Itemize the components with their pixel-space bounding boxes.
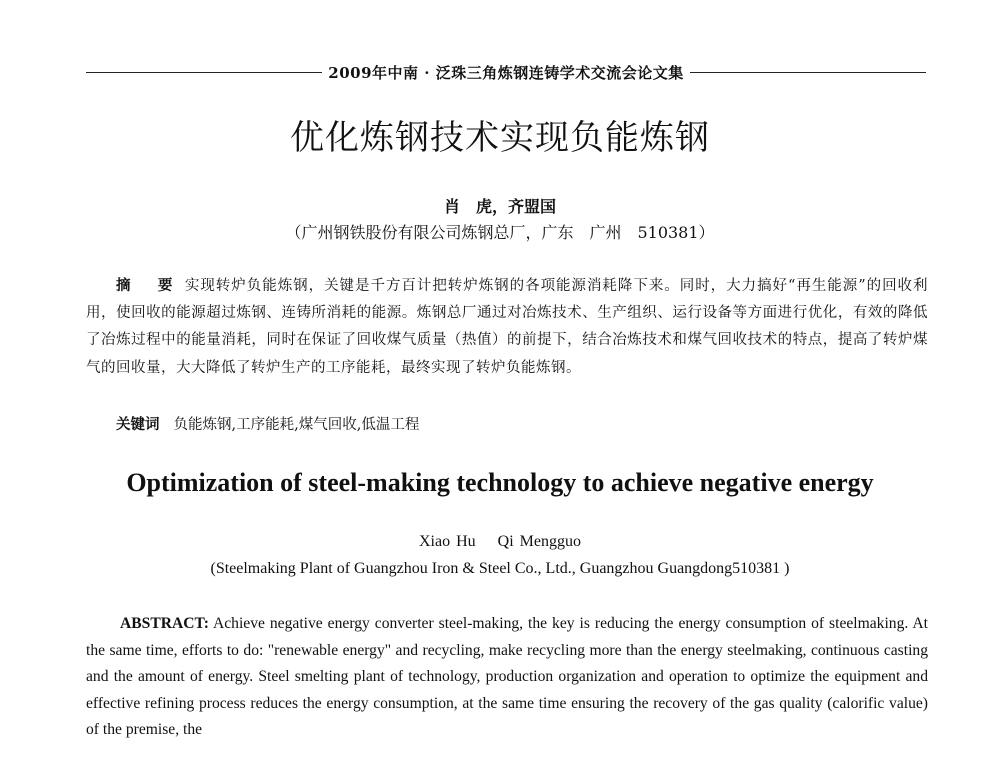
chinese-keywords-text: 负能炼钢,工序能耗,煤气回收,低温工程 bbox=[173, 417, 420, 433]
chinese-affiliation: （广州钢铁股份有限公司炼钢总厂，广东 广州 510381） bbox=[285, 223, 715, 242]
running-header bbox=[86, 62, 926, 82]
chinese-abstract bbox=[86, 272, 928, 382]
chinese-abstract-label: 摘 要 bbox=[116, 277, 179, 294]
english-affiliation: (Steelmaking Plant of Guangzhou Iron & Steel Co., Ltd., Guangzhou Guangdong510381 ) bbox=[210, 560, 790, 577]
header-rule-left bbox=[86, 72, 322, 73]
chinese-authors: 肖 虎，齐盟国 bbox=[443, 197, 556, 216]
chinese-keywords bbox=[116, 411, 928, 439]
chinese-keywords-label: 关键词 bbox=[116, 416, 160, 433]
english-title: Optimization of steel-making technology to achieve negative energy bbox=[126, 468, 874, 497]
chinese-abstract-text: 实现转炉负能炼钢，关键是千方百计把转炉炼钢的各项能源消耗降下来。同时，大力搞好“再生能源”的回收利用，使回收的能源超过炼钢、连铸所消耗的能源。炼钢总厂通过对冶炼技术、生产组织、运行设备等方面进行优化，有效的降低了冶炼过程中的能量消耗，同时在保证了回收煤气质量（热值）的前提下，结合冶炼技术和煤气回收技术的特点，提高了转炉煤气的回收量，大大降低了转炉生产的工序能耗，最终实现了转炉负能炼钢。 bbox=[86, 278, 929, 376]
running-title: 2009年中南 · 泛珠三角炼钢连铸学术交流会论文集 bbox=[328, 63, 684, 82]
english-authors bbox=[0, 533, 1000, 551]
english-abstract-text: Achieve negative energy converter steel-making, the key is reducing the energy consumption of steelmaking. At the same time, efforts to do: "renewable energy" and recycling, make recycling more than the energy steelmaking, continuous casting and the amount of energy. Steel smelting plant of technology, production organization and operation to optimize the equipment and effective refining process reduces the energy consumption, at the same time ensuring the recovery of the gas quality (calorific value) of the premise, the bbox=[86, 615, 928, 739]
chinese-title: 优化炼钢技术实现负能炼钢 bbox=[290, 118, 710, 158]
english-abstract-label: ABSTRACT: bbox=[120, 615, 209, 632]
english-author-2: Qi Mengguo bbox=[497, 533, 581, 550]
english-abstract bbox=[86, 611, 928, 744]
header-rule-right bbox=[690, 72, 926, 73]
english-author-1: Xiao Hu bbox=[419, 533, 476, 550]
